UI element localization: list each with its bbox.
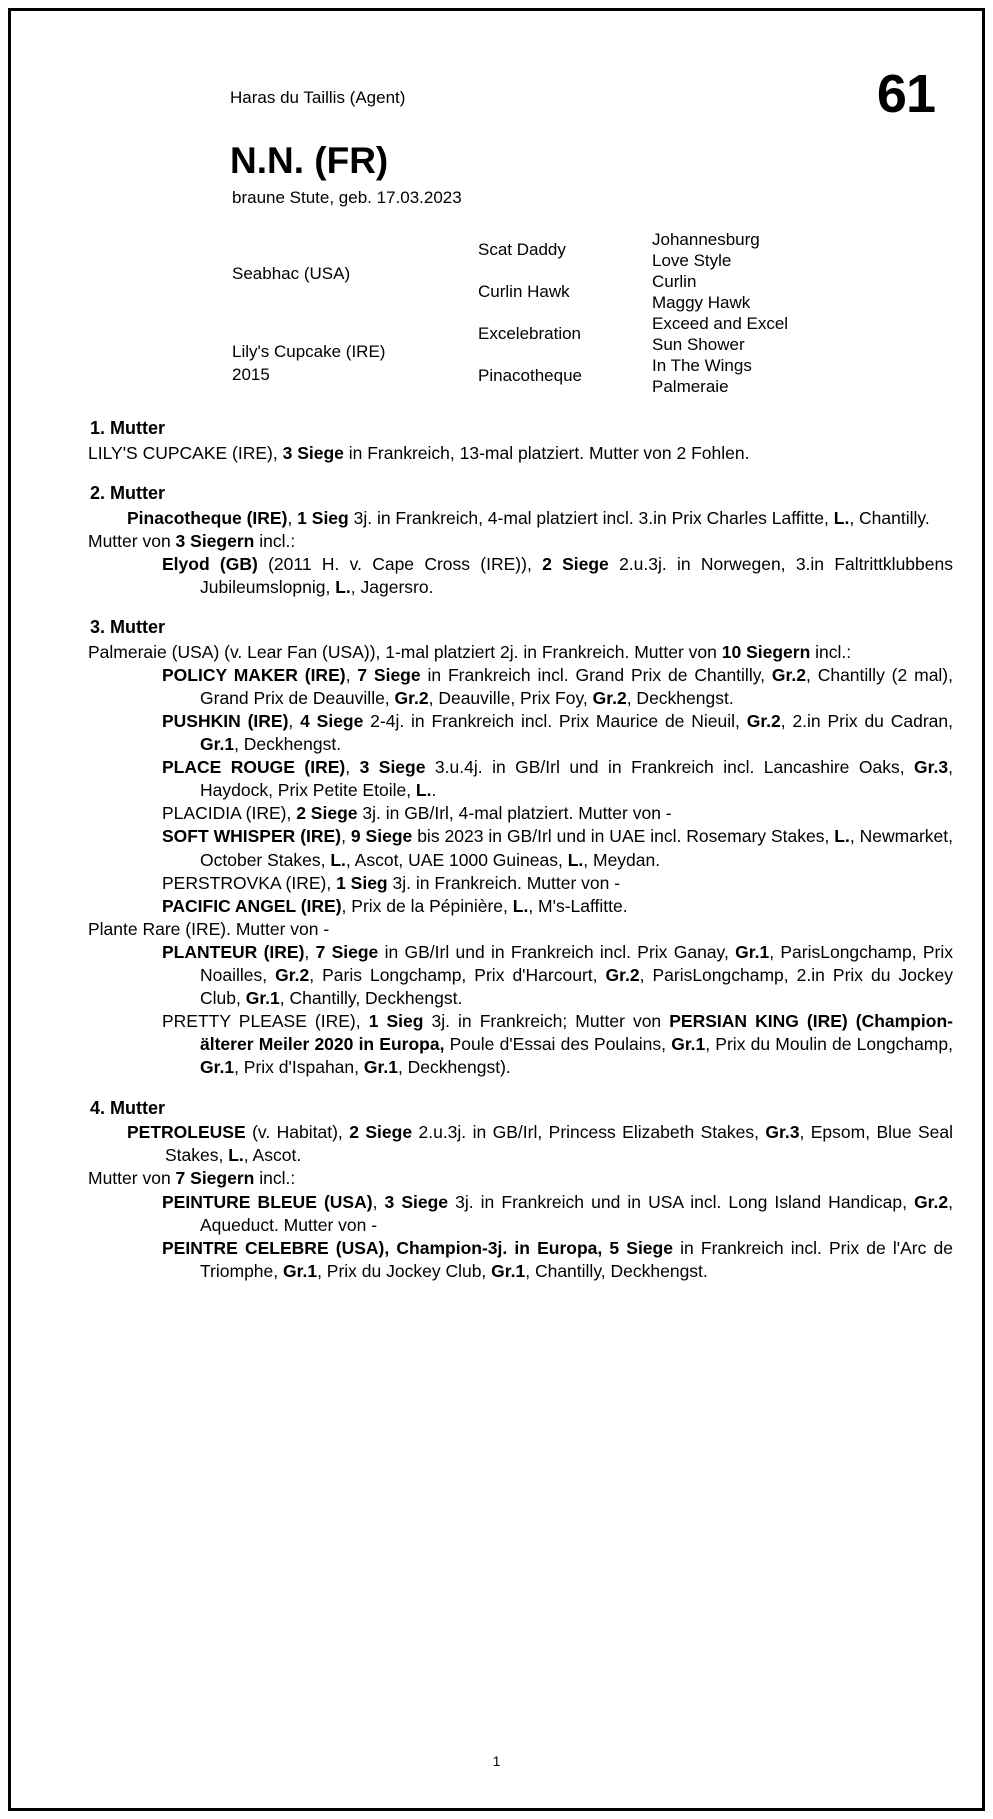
pedigree-table xyxy=(40,222,953,400)
emphasis-text: PEINTURE BLEUE (USA) xyxy=(162,1191,373,1212)
sire-sire: Scat Daddy xyxy=(478,240,566,259)
great-grandparent-2: Love Style xyxy=(652,251,732,270)
great-grandparent-4: Maggy Hawk xyxy=(652,293,751,312)
pedigree-entry xyxy=(127,1121,953,1167)
emphasis-text: 1 Sieg xyxy=(336,872,388,893)
emphasis-text: PUSHKIN (IRE) xyxy=(162,711,289,731)
plain-text: 2.u.3j. in GB/Irl, Princess Elizabeth Stakes, xyxy=(412,1122,766,1143)
pedigree-entry xyxy=(162,756,953,802)
emphasis-text: Gr.1 xyxy=(735,941,770,962)
plain-text: 3j. in Frankreich. Mutter von - xyxy=(387,872,621,893)
plain-text: , M's-Laffitte. xyxy=(528,895,628,916)
plain-text: Palmeraie (USA) (v. Lear Fan (USA)), 1-mal platziert 2j. in Frankreich. Mutter von xyxy=(88,641,722,662)
plain-text: , Chantilly, Deckhengst. xyxy=(279,988,463,1009)
emphasis-text: Pinacotheque (IRE) xyxy=(127,507,288,528)
emphasis-text: 7 Siege xyxy=(357,664,421,685)
dam-dam: Pinacotheque xyxy=(478,366,582,385)
dam-sire: Excelebration xyxy=(478,324,582,343)
plain-text: , xyxy=(288,711,301,731)
pedigree-entry xyxy=(88,442,953,465)
emphasis-text: Gr.2 xyxy=(605,965,640,986)
plain-text: , ParisLongchamp, 2.in Prix du Jockey Club, xyxy=(200,965,953,1009)
emphasis-text: PERSIAN KING (IRE) (Champion-älterer Meiler 2020 in Europa, xyxy=(200,1011,953,1055)
pedigree-entry xyxy=(162,802,953,825)
pedigree-entry xyxy=(162,1237,953,1283)
plain-text: 2.u.3j. in Norwegen, 3.in Faltrittklubbens Jubileumslopnig, xyxy=(200,553,953,597)
great-grandparent-8: Palmeraie xyxy=(652,377,729,396)
plain-text: bis 2023 in GB/Irl und in UAE incl. Rosemary Stakes, xyxy=(412,826,835,847)
plain-text: , xyxy=(341,826,351,847)
emphasis-text: Elyod (GB) xyxy=(162,553,258,574)
emphasis-text: 7 Siege xyxy=(315,941,379,962)
emphasis-text: L. xyxy=(567,849,584,870)
section-heading: 1. Mutter xyxy=(90,418,166,438)
sire-dam: Curlin Hawk xyxy=(478,282,570,301)
plain-text: . xyxy=(431,780,437,801)
plain-text: , Aqueduct. Mutter von - xyxy=(200,1191,953,1235)
plain-text: 3j. in Frankreich; Mutter von xyxy=(423,1011,670,1032)
plain-text: (v. Habitat), xyxy=(245,1122,350,1143)
plain-text: , Deckhengst. xyxy=(626,687,734,708)
plain-text: in GB/Irl und in Frankreich incl. Prix Ganay, xyxy=(378,941,736,962)
plain-text: 3j. in Frankreich und in USA incl. Long Island Handicap, xyxy=(448,1191,915,1212)
plain-text: , Paris Longchamp, Prix d'Harcourt, xyxy=(309,965,606,986)
plain-text: , xyxy=(372,1191,385,1212)
emphasis-text: L. xyxy=(330,849,346,870)
emphasis-text: PLANTEUR (IRE) xyxy=(162,941,305,962)
great-grandparent-3: Curlin xyxy=(652,272,697,291)
emphasis-text: L. xyxy=(335,576,351,597)
page-number: 1 xyxy=(492,1753,501,1769)
plain-text: , Prix du Jockey Club, xyxy=(317,1260,492,1281)
pedigree-entry xyxy=(162,825,954,871)
emphasis-text: Gr.1 xyxy=(200,1057,235,1078)
emphasis-text: 1 Sieg xyxy=(368,1011,424,1032)
plain-text: in Frankreich, 13-mal platziert. Mutter von 2 Fohlen. xyxy=(343,442,750,463)
plain-text: LILY'S CUPCAKE (IRE), xyxy=(88,442,283,463)
lot-number: 61 xyxy=(876,64,935,124)
dam-name: Lily's Cupcake (IRE) xyxy=(232,342,386,361)
plain-text: incl.: xyxy=(810,641,852,662)
emphasis-text: 1 Sieg xyxy=(297,507,349,528)
section-heading: 4. Mutter xyxy=(90,1097,166,1118)
plain-text: , xyxy=(345,757,360,778)
emphasis-text: Gr.3 xyxy=(914,757,949,778)
horse-description: braune Stute, geb. 17.03.2023 xyxy=(232,188,462,207)
plain-text: , ParisLongchamp, Prix Noailles, xyxy=(200,941,953,986)
plain-text: Mutter von xyxy=(88,1168,176,1189)
emphasis-text: L. xyxy=(834,826,850,847)
plain-text: Poule d'Essai des Poulains, xyxy=(444,1034,672,1055)
plain-text: , Chantilly (2 mal), Grand Prix de Deauville, xyxy=(200,664,954,708)
plain-text: , Epsom, Blue Seal Stakes, xyxy=(165,1122,953,1166)
sire-name: Seabhac (USA) xyxy=(232,264,351,283)
plain-text: , Deauville, Prix Foy, xyxy=(428,687,593,708)
plain-text: , Chantilly. xyxy=(849,507,930,528)
consignor-name: Haras du Taillis (Agent) xyxy=(230,88,406,107)
pedigree-entry xyxy=(162,895,953,918)
emphasis-text: 4 Siege xyxy=(300,711,364,731)
plain-text: Mutter von xyxy=(88,530,176,551)
emphasis-text: SOFT WHISPER (IRE) xyxy=(162,826,342,847)
plain-text: Plante Rare (IRE). Mutter von - xyxy=(88,918,330,939)
great-grandparent-1: Johannesburg xyxy=(652,230,760,249)
plain-text: , Meydan. xyxy=(583,849,661,870)
pedigree-entry xyxy=(162,1010,953,1079)
emphasis-text: 3 Siege xyxy=(384,1191,449,1212)
dam-year: 2015 xyxy=(232,365,270,384)
section-heading: 3. Mutter xyxy=(90,616,166,637)
emphasis-text: L. xyxy=(833,507,850,528)
emphasis-text: 3 Siegern xyxy=(175,530,255,551)
emphasis-text: 9 Siege xyxy=(350,826,413,847)
emphasis-text: L. xyxy=(512,895,529,916)
pedigree-entry xyxy=(162,553,953,599)
plain-text: , Newmarket, October Stakes, xyxy=(200,826,954,870)
plain-text: in Frankreich incl. Prix de l'Arc de Triomphe, xyxy=(200,1237,953,1281)
pedigree-entry xyxy=(162,710,953,756)
pedigree-entry xyxy=(162,664,954,710)
plain-text: 3.u.4j. in GB/Irl und in Frankreich incl. Lancashire Oaks, xyxy=(425,757,915,778)
plain-text: PRETTY PLEASE (IRE), xyxy=(162,1011,369,1032)
emphasis-text: Gr.1 xyxy=(671,1034,706,1055)
emphasis-text: Gr.1 xyxy=(363,1057,398,1078)
plain-text: , Prix de la Pépinière, xyxy=(341,895,513,916)
pedigree-entry xyxy=(88,1167,953,1190)
pedigree-entry xyxy=(162,872,953,895)
plain-text: PLACIDIA (IRE), xyxy=(162,803,297,824)
plain-text: incl.: xyxy=(254,1168,296,1189)
emphasis-text: 2 Siege xyxy=(542,553,609,574)
page-content xyxy=(40,30,953,1799)
plain-text: , Deckhengst). xyxy=(397,1057,511,1078)
plain-text: in Frankreich incl. Grand Prix de Chantilly, xyxy=(420,664,772,685)
emphasis-text: Gr.2 xyxy=(746,711,781,731)
plain-text: , xyxy=(345,664,358,685)
emphasis-text: PETROLEUSE xyxy=(127,1122,246,1143)
great-grandparent-7: In The Wings xyxy=(652,356,752,375)
great-grandparent-5: Exceed and Excel xyxy=(652,314,789,333)
plain-text: 3j. in GB/Irl, 4-mal platziert. Mutter von - xyxy=(357,803,672,824)
plain-text: , 2.in Prix du Cadran, xyxy=(780,711,953,731)
plain-text: 3j. in Frankreich, 4-mal platziert incl. 3.in Prix Charles Laffitte, xyxy=(348,507,834,528)
plain-text: , Prix du Moulin de Longchamp, xyxy=(705,1034,953,1055)
pedigree-entry xyxy=(162,941,953,1010)
emphasis-text: 2 Siege xyxy=(296,803,358,824)
plain-text: , Chantilly, Deckhengst. xyxy=(525,1260,708,1281)
emphasis-text: PLACE ROUGE (IRE) xyxy=(162,757,346,778)
emphasis-text: 3 Siege xyxy=(359,757,426,778)
emphasis-text: 3 Siege xyxy=(282,442,344,463)
emphasis-text: Gr.1 xyxy=(491,1260,526,1281)
emphasis-text: Gr.1 xyxy=(200,734,235,755)
emphasis-text: 2 Siege xyxy=(349,1122,413,1143)
emphasis-text: Gr.3 xyxy=(765,1122,800,1143)
plain-text: , Jagersro. xyxy=(350,576,434,597)
plain-text: , Prix d'Ispahan, xyxy=(234,1057,364,1078)
plain-text: , Haydock, Prix Petite Etoile, xyxy=(200,757,953,801)
emphasis-text: 10 Siegern xyxy=(721,641,811,662)
horse-name: N.N. (FR) xyxy=(230,140,389,181)
plain-text: (2011 H. v. Cape Cross (IRE)), xyxy=(257,553,543,574)
pedigree-entry xyxy=(162,1191,953,1237)
emphasis-text: Gr.2 xyxy=(592,687,627,708)
emphasis-text: Gr.2 xyxy=(394,687,429,708)
plain-text: incl.: xyxy=(254,530,296,551)
emphasis-text: PACIFIC ANGEL (IRE) xyxy=(162,895,342,916)
emphasis-text: L. xyxy=(415,780,432,801)
emphasis-text: POLICY MAKER (IRE) xyxy=(162,664,346,685)
emphasis-text: L. xyxy=(228,1145,244,1166)
emphasis-text: Gr.2 xyxy=(275,965,310,986)
emphasis-text: Gr.1 xyxy=(245,988,280,1009)
plain-text: PERSTROVKA (IRE), xyxy=(162,872,337,893)
plain-text: , Ascot, UAE 1000 Guineas, xyxy=(345,849,568,870)
emphasis-text: Gr.2 xyxy=(914,1191,949,1212)
pedigree-text-body xyxy=(40,417,953,1283)
plain-text: , xyxy=(287,507,298,528)
page-header xyxy=(40,30,953,140)
emphasis-text: 7 Siegern xyxy=(175,1168,255,1189)
emphasis-text: Gr.2 xyxy=(771,664,806,685)
pedigree-entry xyxy=(88,530,953,553)
plain-text: 2-4j. in Frankreich incl. Prix Maurice de Nieuil, xyxy=(363,711,747,731)
plain-text: , Deckhengst. xyxy=(234,734,342,755)
emphasis-text: PEINTRE CELEBRE (USA), Champion-3j. in Europa, 5 Siege xyxy=(162,1237,673,1258)
pedigree-entry xyxy=(88,641,953,664)
plain-text: , xyxy=(304,941,316,962)
plain-text: , Ascot. xyxy=(243,1145,302,1166)
great-grandparent-6: Sun Shower xyxy=(652,335,745,354)
emphasis-text: Gr.1 xyxy=(283,1260,318,1281)
pedigree-entry xyxy=(127,507,953,530)
section-heading: 2. Mutter xyxy=(90,482,166,503)
pedigree-entry xyxy=(88,918,953,941)
